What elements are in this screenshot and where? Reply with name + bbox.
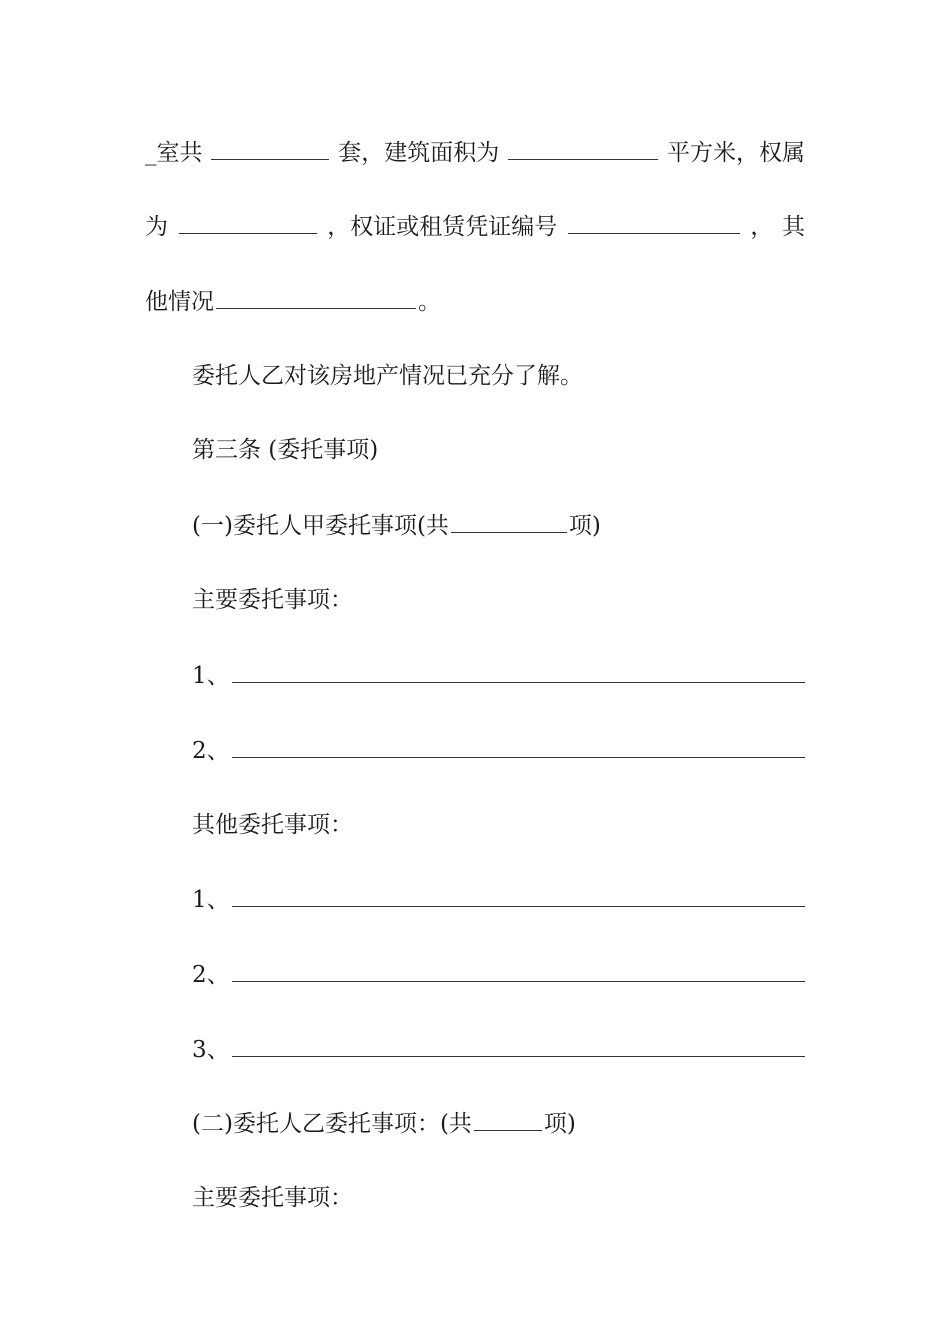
party-b-items-suffix: 项) xyxy=(543,1111,576,1137)
party-a-other-item-2-blank[interactable] xyxy=(232,957,805,982)
other-info-blank[interactable] xyxy=(216,284,416,309)
party-a-main-item-2 xyxy=(192,733,805,767)
item-number: 1、 xyxy=(192,663,230,689)
party-a-other-item-1 xyxy=(192,882,805,916)
party-a-other-item-1-blank[interactable] xyxy=(232,882,805,907)
party-a-main-items-heading: 主要委托事项： xyxy=(192,587,353,613)
party-b-item-count-blank[interactable] xyxy=(474,1106,542,1131)
property-line-3 xyxy=(145,284,805,318)
party-a-other-item-3 xyxy=(192,1032,805,1066)
room-count-text: _室共 xyxy=(145,140,203,166)
party-a-items-label: (一)委托人甲委托事项(共 xyxy=(192,513,449,539)
party-a-item-count-blank[interactable] xyxy=(451,508,567,533)
party-b-items-line xyxy=(192,1106,805,1140)
certificate-number-blank[interactable] xyxy=(568,209,740,234)
article-three-heading: 第三条 (委托事项) xyxy=(192,437,379,463)
ownership-prefix-text: 为 xyxy=(145,214,168,240)
party-b-items-label: (二)委托人乙委托事项：(共 xyxy=(192,1111,472,1137)
set-count-blank[interactable] xyxy=(211,135,329,160)
ownership-blank[interactable] xyxy=(179,209,317,234)
item-number: 2、 xyxy=(192,738,230,764)
party-a-main-item-2-blank[interactable] xyxy=(232,733,805,758)
other-info-label-text: 他情况 xyxy=(145,289,214,315)
party-b-acknowledgement: 委托人乙对该房地产情况已充分了解。 xyxy=(192,363,583,389)
party-a-items-line xyxy=(192,508,805,542)
party-a-other-item-3-blank[interactable] xyxy=(232,1032,805,1057)
other-prefix-text: 其 xyxy=(781,214,805,240)
party-a-items-suffix: 项) xyxy=(568,513,601,539)
property-line-2 xyxy=(145,209,805,243)
party-a-main-item-1 xyxy=(192,658,805,692)
area-blank[interactable] xyxy=(508,135,658,160)
area-label-text: 套，建筑面积为 xyxy=(338,140,500,166)
party-a-other-item-2 xyxy=(192,957,805,991)
certificate-label-text: ，权证或租赁凭证编号 xyxy=(327,214,558,240)
party-b-main-items-heading: 主要委托事项： xyxy=(192,1185,353,1211)
item-number: 3、 xyxy=(192,1037,230,1063)
item-number: 2、 xyxy=(192,962,230,988)
item-number: 1、 xyxy=(192,887,230,913)
party-a-main-item-1-blank[interactable] xyxy=(232,658,805,683)
comma-text: ， xyxy=(750,214,774,240)
party-a-other-items-heading: 其他委托事项： xyxy=(192,812,353,838)
property-line-1 xyxy=(145,135,805,169)
ownership-label-text: 平方米，权属 xyxy=(667,140,805,166)
period-text: 。 xyxy=(418,289,441,315)
